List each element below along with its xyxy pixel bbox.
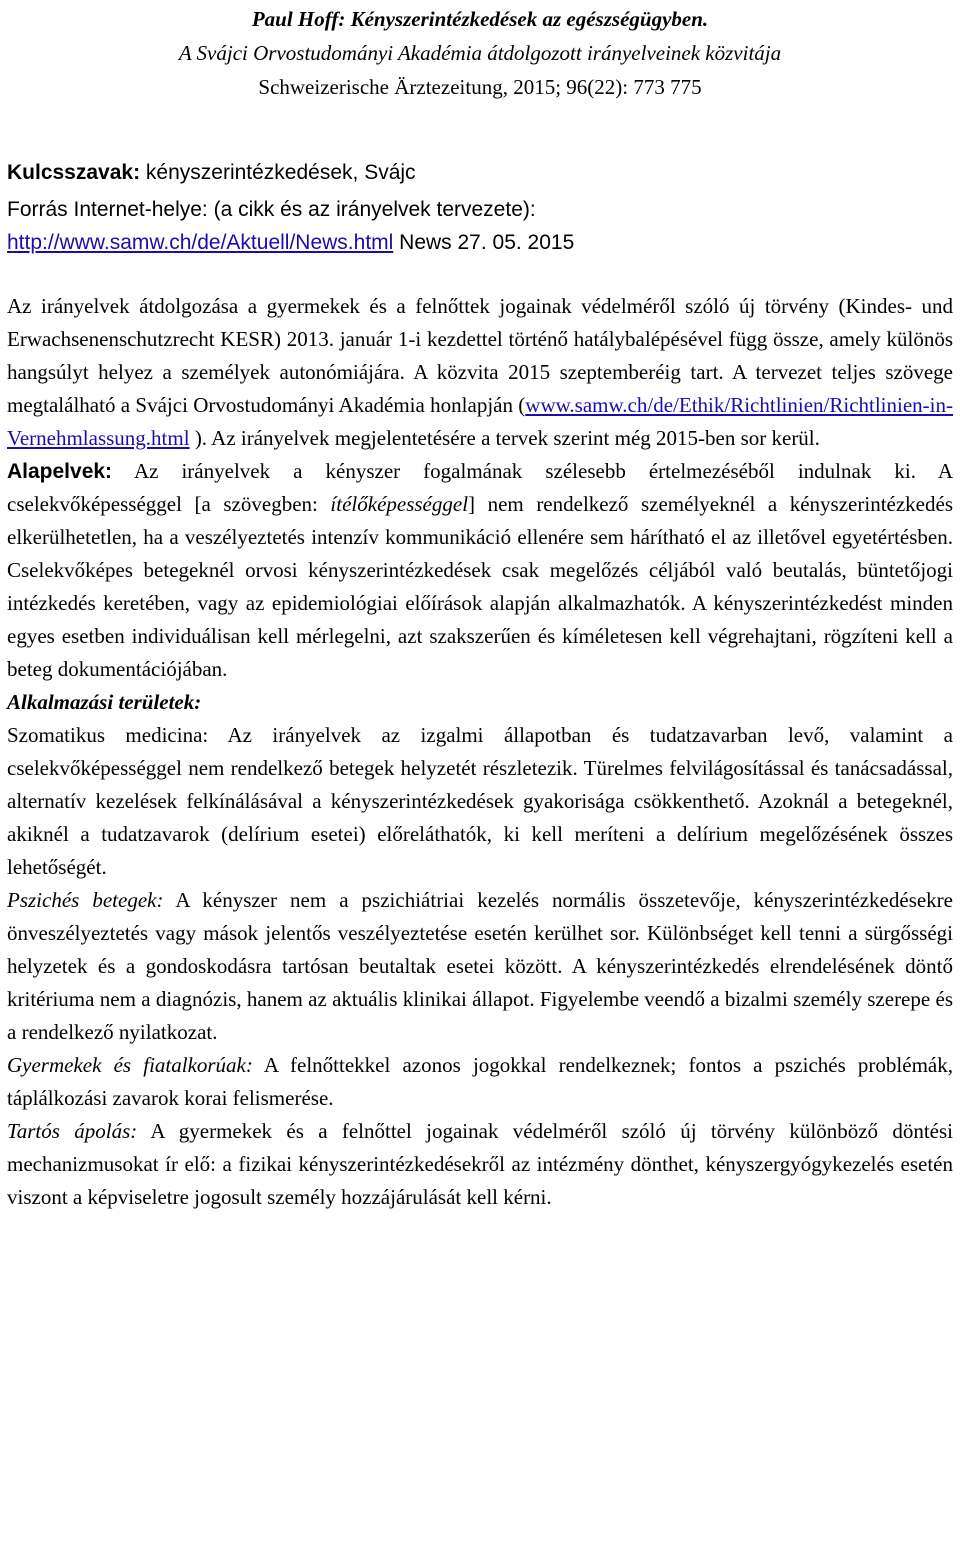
care-paragraph <box>7 1115 953 1214</box>
care-label: Tartós ápolás: <box>7 1119 138 1143</box>
article-title: Paul Hoff: Kényszerintézkedések az egészségügyben. <box>251 7 709 31</box>
source-line <box>7 226 953 259</box>
youth-label: Gyermekek és fiatalkorúak: <box>7 1053 253 1077</box>
guidelines-link[interactable]: www.samw.ch/de/Ethik/Richtlinien/Richtlinien-in-Vernehmlassung.html <box>7 393 953 450</box>
article-citation: Schweizerische Ärztezeitung, 2015; 96(22): 773 775 <box>258 75 702 99</box>
somatic-label: Szomatikus medicina: <box>7 723 209 747</box>
somatic-paragraph <box>7 719 953 884</box>
article-body <box>7 290 953 1214</box>
application-heading: Alkalmazási területek: <box>7 690 202 714</box>
article-subtitle: A Svájci Orvostudományi Akadémia átdolgozott irányelveinek közvitája <box>178 41 782 65</box>
keywords-label: Kulcsszavak: <box>7 161 141 184</box>
principles-label: Alapelvek: <box>7 460 113 483</box>
psych-paragraph <box>7 884 953 1049</box>
source-label: Forrás Internet-helye: (a cikk és az irányelvek tervezete): <box>7 198 536 221</box>
keywords-value: kényszerintézkedések, Svájc <box>140 161 416 184</box>
intro-text-end: ). Az irányelvek megjelentetésére a tervek szerint még 2015-ben sor kerül. <box>189 426 820 450</box>
somatic-text: Az irányelvek az izgalmi állapotban és tudatzavarban levő, valamint a cselekvőképességgel nem rendelkező betegek helyzetét részletezik. Türelmes felvilágosítással és tanácsadással, alternatív kezelések felkínálásával a kényszerintézkedések gyakorisága csökkenthető. Azoknál a betegeknél, akiknél a tudatzavarok (delírium esetei) előreláthatók, ki kell meríteni a delírium megelőzésének összes lehetőségét. <box>7 723 953 879</box>
principles-italic: ítélőképességgel <box>330 492 469 516</box>
intro-paragraph <box>7 290 953 455</box>
psych-text: A kényszer nem a pszichiátriai kezelés normális összetevője, kényszerintézkedésekre önveszélyeztetés vagy mások jelentős veszélyeztetése esetén kerülhet sor. Különbséget kell tenni a sürgősségi helyzetek és a gondoskodásra tartósan beutaltak esetei között. A kényszerintézkedés elrendelésének döntő kritériuma nem a diagnózis, hanem az aktuális klinikai állapot. Figyelembe veendő a bizalmi személy szerepe és a rendelkező nyilatkozat. <box>7 888 953 1044</box>
youth-text: A felnőttekkel azonos jogokkal rendelkeznek; fontos a pszichés problémák, táplálkozási zavarok korai felismerése. <box>7 1053 953 1110</box>
psych-label: Pszichés betegek: <box>7 888 164 912</box>
keywords-line <box>7 156 953 189</box>
principles-text: Az irányelvek a kényszer fogalmának szélesebb értelmezéséből indulnak ki. A cselekvőképességgel [a szövegben: <box>7 459 953 516</box>
principles-text-end: ] nem rendelkező személyeknél a kényszerintézkedés elkerülhetetlen, ha a veszélyeztetés intenzív kommunikáció ellenére sem hárítható el az illetővel egyetértésben. Cselekvőképes betegeknél orvosi kényszerintézkedések csak megelőzés céljából való beutalás, büntetőjogi intézkedés keretében, vagy az epidemiológiai előírások alapján alkalmazhatók. A kényszerintézkedést minden egyes esetben individuálisan kell mérlegelni, azt szakszerűen és kíméletesen kell végrehajtani, rögzíteni kell a beteg dokumentációjában. <box>7 492 953 681</box>
intro-text: Az irányelvek átdolgozása a gyermekek és a felnőttek jogainak védelméről szóló új törvény (Kindes- und Erwachsenenschutzrecht KESR) 2013. január 1-i kezdettel történő hatálybalépésével függ össze, amely különös hangsúlyt helyez a személyek autonómiájára. A közvita 2015 szeptemberéig tart. A tervezet teljes szövege megtalálható a Svájci Orvostudományi Akadémia honlapján ( <box>7 294 953 417</box>
youth-paragraph <box>7 1049 953 1115</box>
source-url-link[interactable]: http://www.samw.ch/de/Aktuell/News.html <box>7 231 394 254</box>
principles-paragraph <box>7 455 953 686</box>
article-header <box>7 2 953 104</box>
source-date: News 27. 05. 2015 <box>393 231 575 254</box>
care-text: A gyermekek és a felnőttel jogainak védelméről szóló új törvény különböző döntési mechanizmusokat ír elő: a fizikai kényszerintézkedésekről az intézmény dönthet, kényszergyógykezelés esetén viszont a képviseletre jogosult személy hozzájárulását kell kérni. <box>7 1119 953 1209</box>
